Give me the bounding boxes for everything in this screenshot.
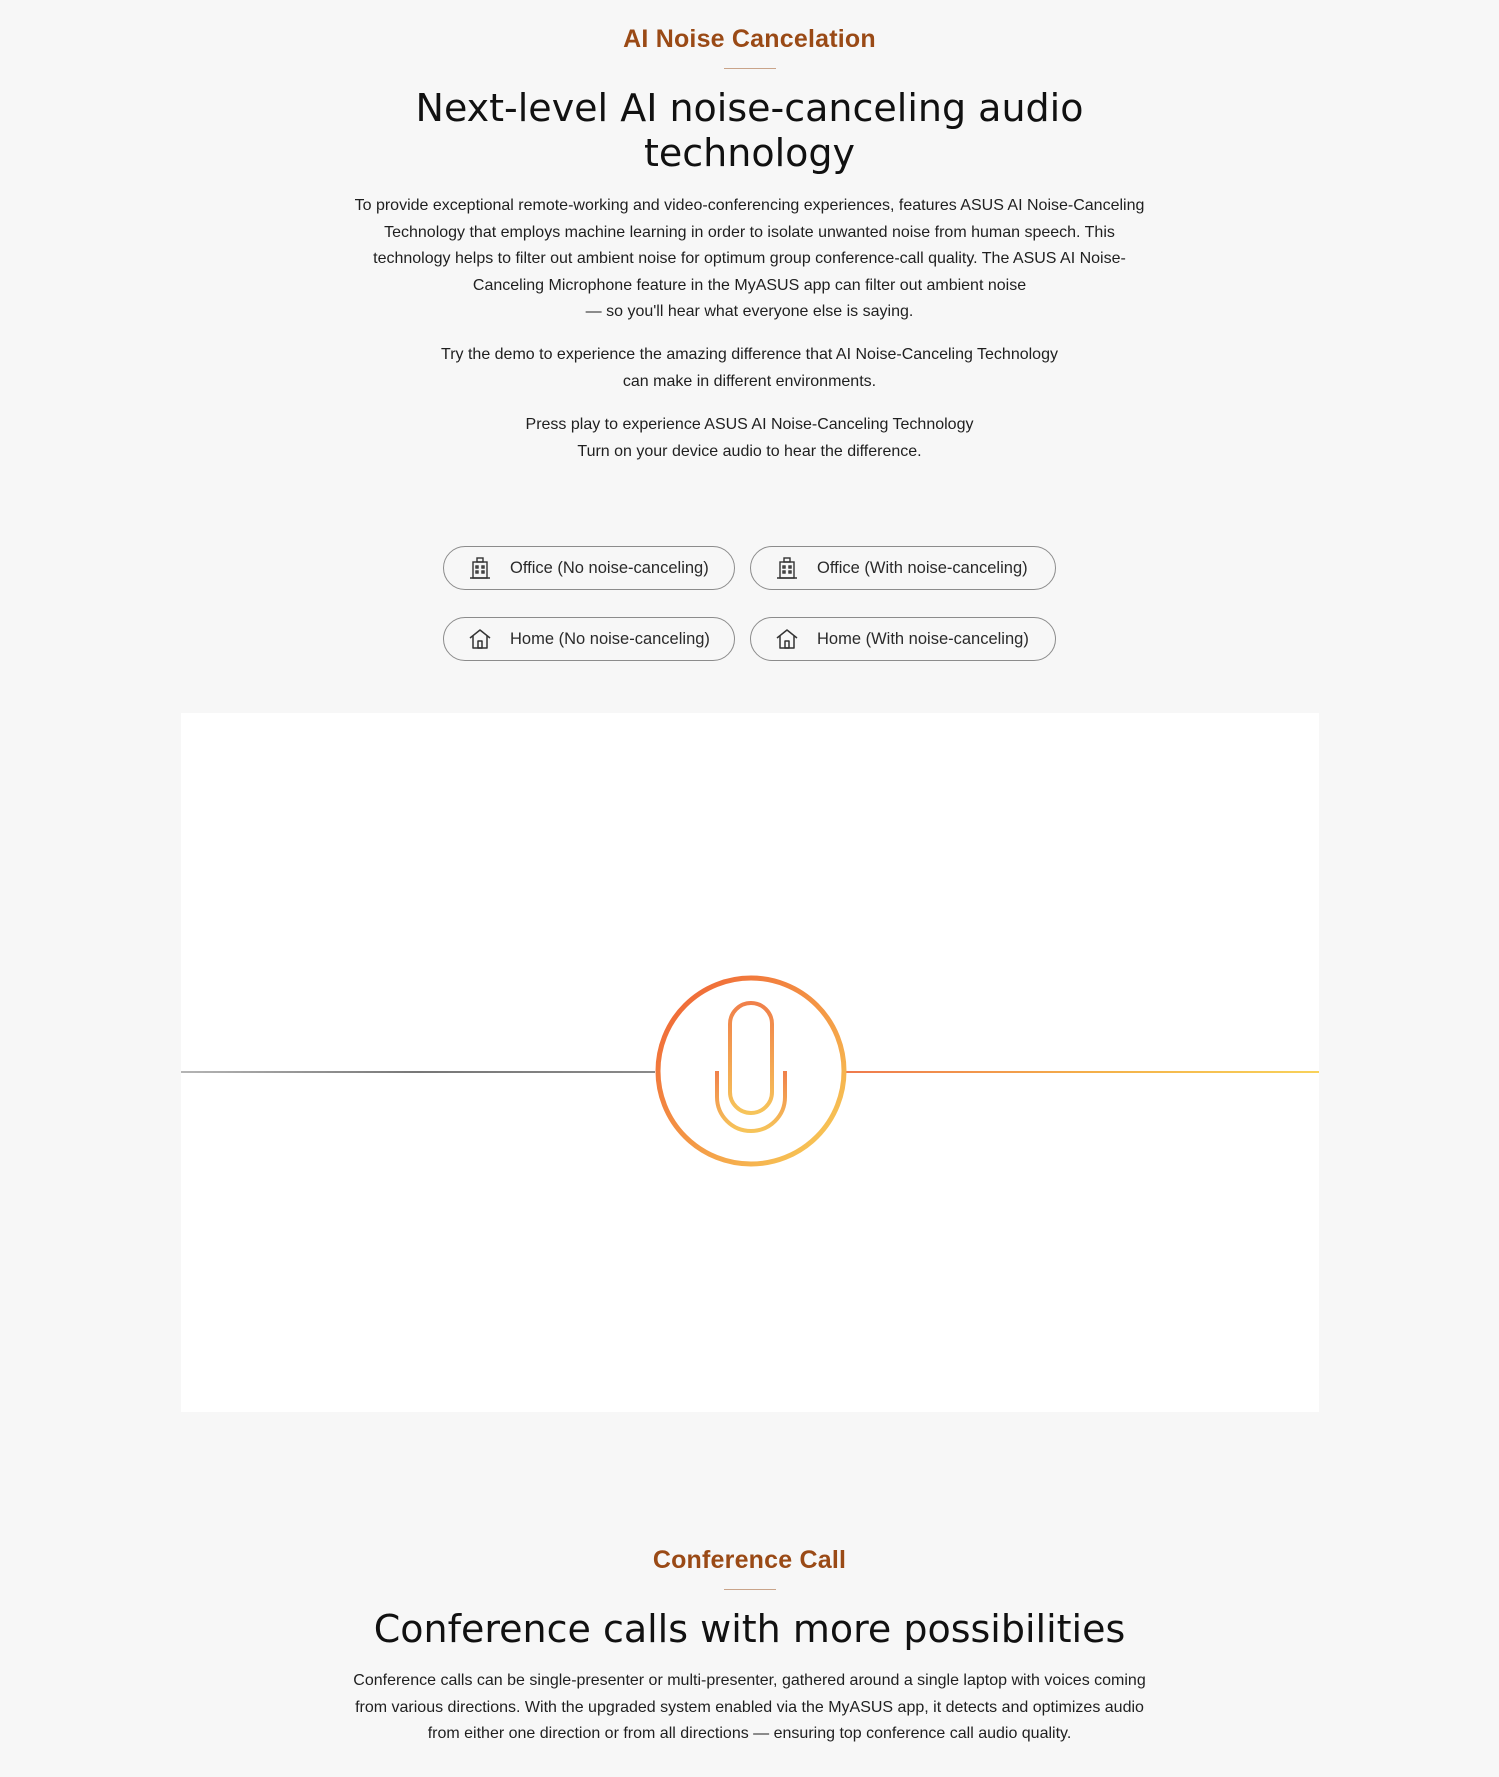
noise-paragraph-3 [0,412,1499,465]
pill-label: Office (With noise-canceling) [817,558,1028,577]
paragraph-line: Turn on your device audio to hear the difference. [577,442,922,460]
eyebrow-divider [724,1589,776,1590]
intro-paragraph [300,193,1200,326]
noise-section-header [0,24,1499,69]
pill-label: Office (No noise-canceling) [510,558,709,577]
paragraph-line: Conference calls can be single-presenter or multi-presenter, gathered around a single laptop with voices coming [353,1672,1146,1689]
office-no-nc-button[interactable] [443,546,735,590]
demo-invite-paragraph [300,342,1200,395]
noise-paragraph-2 [0,342,1499,395]
home-no-nc-button[interactable] [443,617,735,661]
home-icon [775,627,799,651]
paragraph-line: can make in different environments. [622,372,877,390]
section-headline [300,86,1200,176]
office-with-nc-button[interactable] [750,546,1056,590]
conference-paragraph [0,1668,1499,1748]
pill-label: Home (No noise-canceling) [510,629,710,648]
noise-demo-panel [181,713,1319,1412]
office-building-icon [775,556,799,580]
paragraph-line: Try the demo to experience the amazing difference that AI Noise-Canceling Technology [441,346,1058,363]
noise-paragraph-1 [0,193,1499,326]
paragraph-line: Canceling Microphone feature in the MyASUS app can filter out ambient noise [472,276,1027,294]
section-eyebrow: Conference Call [652,1546,847,1574]
eyebrow-divider [724,68,776,69]
paragraph-line: — so you'll hear what everyone else is saying. [585,303,914,320]
paragraph-line: from either one direction or from all directions — ensuring top conference call audio quality. [427,1725,1072,1742]
conference-description [280,1668,1220,1748]
conference-section-header [0,1545,1499,1590]
section-eyebrow: AI Noise Cancelation [623,25,876,53]
headline-line: Next-level AI noise-canceling audio [415,86,1084,130]
play-instructions [300,412,1200,465]
section-headline: Conference calls with more possibilities [373,1607,1126,1651]
conference-headline-block [0,1604,1499,1654]
office-building-icon [468,556,492,580]
headline-line: technology [643,131,855,175]
home-with-nc-button[interactable] [750,617,1056,661]
noise-headline-block [0,86,1499,176]
paragraph-line: from various directions. With the upgraded system enabled via the MyASUS app, it detects and optimizes audio [355,1698,1144,1716]
home-icon [468,627,492,651]
paragraph-line: Technology that employs machine learning in order to isolate unwanted noise from human speech. This [384,223,1115,241]
paragraph-line: technology helps to filter out ambient noise for optimum group conference-call quality. The ASUS AI Noise- [373,250,1126,267]
paragraph-line: To provide exceptional remote-working and video-conferencing experiences, features ASUS AI Noise-Canceling [354,197,1145,214]
play-demo-button[interactable] [653,971,849,1171]
microphone-icon [653,971,849,1171]
raw-audio-waveform [181,1071,655,1073]
pill-label: Home (With noise-canceling) [817,629,1029,648]
demo-options [443,546,1056,664]
paragraph-line: Press play to experience ASUS AI Noise-Canceling Technology [525,416,974,433]
filtered-audio-waveform [845,1071,1319,1073]
